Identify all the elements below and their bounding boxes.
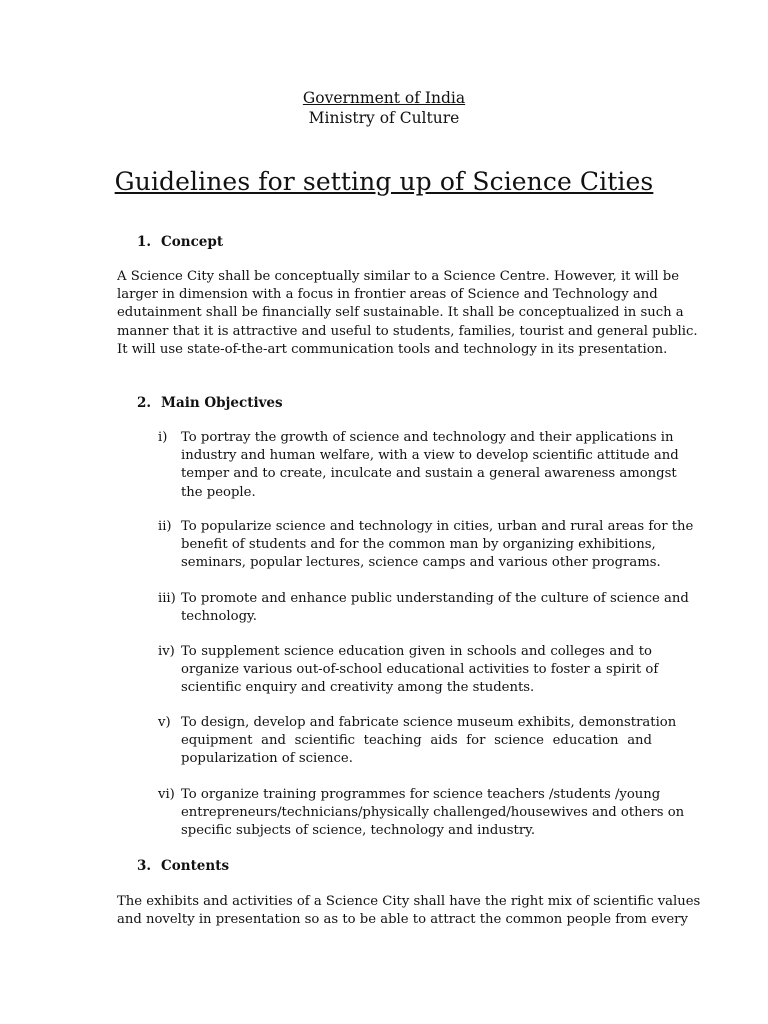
section-title: Contents <box>161 858 230 874</box>
section-number: 1. <box>137 234 152 250</box>
objective-text <box>181 429 679 502</box>
contents-paragraph <box>117 893 701 929</box>
objective-line: scientific enquiry and creativity among the students. <box>181 680 535 696</box>
section-title: Main Objectives <box>161 395 283 411</box>
paragraph-line: and novelty in presentation so as to be able to attract the common people from every <box>117 912 688 928</box>
objective-line: industry and human welfare, with a view to develop scientific attitude and <box>181 448 679 464</box>
objective-line: technology. <box>181 609 257 625</box>
objective-numeral: iv) <box>158 644 175 659</box>
section-heading-contents <box>137 857 229 875</box>
section-title: Concept <box>161 234 224 250</box>
concept-paragraph <box>117 268 698 359</box>
document-header <box>0 88 768 128</box>
header-ministry: Ministry of Culture <box>308 109 460 127</box>
objective-numeral: vi) <box>158 787 175 802</box>
objective-line: To portray the growth of science and technology and their applications in <box>181 430 674 445</box>
objective-line: popularization of science. <box>181 751 353 767</box>
objective-line: temper and to create, inculcate and sustain a general awareness amongst <box>181 466 677 482</box>
section-heading-objectives <box>137 394 283 412</box>
objective-line: To design, develop and fabricate science museum exhibits, demonstration <box>181 715 677 730</box>
objective-line: organize various out-of-school educational activities to foster a spirit of <box>181 662 659 678</box>
objective-text <box>181 714 677 769</box>
objective-numeral: i) <box>158 430 168 445</box>
paragraph-line: A Science City shall be conceptually similar to a Science Centre. However, it will be <box>117 269 680 284</box>
objective-numeral: ii) <box>158 519 172 534</box>
objective-line: seminars, popular lectures, science camps and various other programs. <box>181 555 661 571</box>
objective-text <box>181 518 694 573</box>
section-heading-concept <box>137 233 223 251</box>
paragraph-line: edutainment shall be financially self sustainable. It shall be conceptualized in such a <box>117 305 684 321</box>
paragraph-line: The exhibits and activities of a Science City shall have the right mix of scientific values <box>117 894 701 909</box>
objective-numeral: iii) <box>158 591 176 606</box>
paragraph-line: larger in dimension with a focus in frontier areas of Science and Technology and <box>117 287 658 303</box>
objective-text <box>181 786 685 841</box>
objective-text <box>181 590 689 626</box>
objective-line: entrepreneurs/technicians/physically challenged/housewives and others on <box>181 805 685 821</box>
objective-line: specific subjects of science, technology and industry. <box>181 823 536 839</box>
objective-line: To promote and enhance public understanding of the culture of science and <box>181 591 689 606</box>
objective-text <box>181 643 659 698</box>
objective-numeral: v) <box>158 715 171 730</box>
section-number: 3. <box>137 858 152 874</box>
paragraph-line: manner that it is attractive and useful to students, families, tourist and general public. <box>117 323 698 339</box>
section-number: 2. <box>137 395 152 411</box>
objective-line: To organize training programmes for science teachers /students /young <box>181 787 661 802</box>
paragraph-line: It will use state-of-the-art communication tools and technology in its presentation. <box>117 341 668 357</box>
header-government: Government of India <box>302 89 466 107</box>
objective-line: equipment and scientific teaching aids for science education and <box>181 733 652 749</box>
objective-line: the people. <box>181 484 256 500</box>
document-title: Guidelines for setting up of Science Cities <box>114 167 654 196</box>
objective-line: To popularize science and technology in cities, urban and rural areas for the <box>181 519 694 534</box>
objective-line: benefit of students and for the common man by organizing exhibitions, <box>181 537 656 553</box>
objective-line: To supplement science education given in schools and colleges and to <box>181 644 652 659</box>
